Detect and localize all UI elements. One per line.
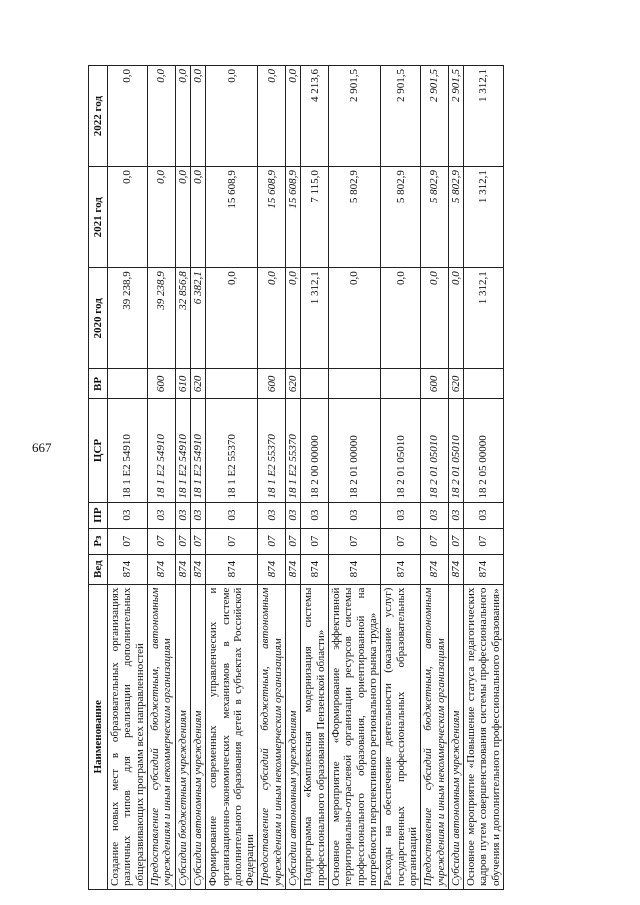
row-2021: 1 312,1 [464, 167, 504, 268]
row-2020: 0,0 [329, 268, 381, 369]
row-2020: 0,0 [206, 268, 258, 369]
row-csr: 18 1 E2 54910 [190, 399, 205, 502]
row-rz: 07 [108, 528, 148, 554]
table-row [175, 66, 190, 890]
table-row [206, 66, 258, 890]
row-2022: 0,0 [108, 66, 148, 167]
row-name: Предоставление субсидий бюджетным, автономным учреждениям и иным некоммерческим организациям [421, 584, 449, 889]
row-name: Формирование современных управленческих и организационно-экономических механизмов в системе дополнительного образования детей в субъектах Российской Федерации [206, 584, 258, 889]
row-2020: 0,0 [258, 268, 286, 369]
row-csr: 18 1 E2 55370 [206, 399, 258, 502]
row-rz: 07 [147, 528, 175, 554]
row-2021: 15 608,9 [286, 167, 301, 268]
row-2020: 39 238,9 [147, 268, 175, 369]
row-2022: 2 901,5 [381, 66, 421, 167]
row-vr [301, 369, 329, 399]
row-pr: 03 [147, 502, 175, 528]
row-2022: 0,0 [258, 66, 286, 167]
row-2020: 32 856,8 [175, 268, 190, 369]
row-vr [206, 369, 258, 399]
row-name: Предоставление субсидий бюджетным, автономным учреждениям и иным некоммерческим организациям [258, 584, 286, 889]
table-row [448, 66, 463, 890]
row-pr: 03 [448, 502, 463, 528]
row-vr: 620 [448, 369, 463, 399]
table-row [190, 66, 205, 890]
header-name: Наименование [89, 584, 108, 889]
row-csr: 18 2 01 05010 [421, 399, 449, 502]
row-ved: 874 [381, 554, 421, 584]
row-2021: 5 802,9 [421, 167, 449, 268]
row-rz: 07 [329, 528, 381, 554]
row-name: Расходы на обеспечение деятельности (оказание услуг) государственных профессиональных образовательных организаций [381, 584, 421, 889]
header-2022: 2022 год [89, 66, 108, 167]
row-vr: 610 [175, 369, 190, 399]
row-2022: 2 901,5 [329, 66, 381, 167]
row-ved: 874 [175, 554, 190, 584]
row-2021: 15 608,9 [206, 167, 258, 268]
row-2022: 2 901,5 [421, 66, 449, 167]
row-ved: 874 [301, 554, 329, 584]
table-row [258, 66, 286, 890]
budget-table [88, 65, 504, 890]
row-rz: 07 [258, 528, 286, 554]
row-csr: 18 1 E2 55370 [258, 399, 286, 502]
row-csr: 18 1 E2 55370 [286, 399, 301, 502]
row-csr: 18 1 E2 54910 [108, 399, 148, 502]
row-vr [108, 369, 148, 399]
row-name: Субсидии автономным учреждениям [286, 584, 301, 889]
row-csr: 18 2 01 05010 [381, 399, 421, 502]
row-2020: 0,0 [286, 268, 301, 369]
row-2020: 6 382,1 [190, 268, 205, 369]
row-vr: 620 [286, 369, 301, 399]
row-pr: 03 [464, 502, 504, 528]
row-name: Предоставление субсидий бюджетным, автономным учреждениям и иным некоммерческим организациям [147, 584, 175, 889]
row-ved: 874 [147, 554, 175, 584]
row-2021: 0,0 [175, 167, 190, 268]
row-name: Субсидии автономным учреждениям [190, 584, 205, 889]
row-pr: 03 [329, 502, 381, 528]
row-vr: 600 [147, 369, 175, 399]
table-row [147, 66, 175, 890]
rotated-table-wrapper [88, 65, 542, 890]
row-2022: 1 312,1 [464, 66, 504, 167]
row-rz: 07 [190, 528, 205, 554]
row-2022: 0,0 [175, 66, 190, 167]
row-csr: 18 2 01 00000 [329, 399, 381, 502]
row-pr: 03 [421, 502, 449, 528]
row-2022: 0,0 [206, 66, 258, 167]
page-number: 667 [32, 440, 52, 455]
row-2022: 0,0 [286, 66, 301, 167]
row-pr: 03 [301, 502, 329, 528]
table-row [381, 66, 421, 890]
row-2022: 4 213,6 [301, 66, 329, 167]
row-name: Субсидии автономным учреждениям [448, 584, 463, 889]
row-2022: 0,0 [190, 66, 205, 167]
row-ved: 874 [448, 554, 463, 584]
row-vr [464, 369, 504, 399]
row-name: Основное мероприятие «Повышение статуса педагогических кадров путем совершенствования системы профессионального обучения и дополнительного профессионального образования» [464, 584, 504, 889]
row-ved: 874 [206, 554, 258, 584]
row-2022: 0,0 [147, 66, 175, 167]
row-2020: 0,0 [448, 268, 463, 369]
row-csr: 18 2 01 05010 [448, 399, 463, 502]
row-ved: 874 [286, 554, 301, 584]
header-2021: 2021 год [89, 167, 108, 268]
row-2021: 0,0 [147, 167, 175, 268]
row-vr: 600 [258, 369, 286, 399]
row-rz: 07 [206, 528, 258, 554]
row-2021: 0,0 [108, 167, 148, 268]
table-row [301, 66, 329, 890]
header-2020: 2020 год [89, 268, 108, 369]
row-csr: 18 1 E2 54910 [175, 399, 190, 502]
table-row [329, 66, 381, 890]
header-ved: Вед [89, 554, 108, 584]
row-vr: 600 [421, 369, 449, 399]
row-ved: 874 [108, 554, 148, 584]
row-rz: 07 [301, 528, 329, 554]
row-pr: 03 [190, 502, 205, 528]
table-row [286, 66, 301, 890]
row-ved: 874 [464, 554, 504, 584]
table-row [464, 66, 504, 890]
row-2021: 5 802,9 [381, 167, 421, 268]
row-name: Подпрограмма «Комплексная модернизация системы профессионального образования Пензенской области» [301, 584, 329, 889]
header-rz: Рз [89, 528, 108, 554]
header-vr: ВР [89, 369, 108, 399]
row-pr: 03 [381, 502, 421, 528]
row-2022: 2 901,5 [448, 66, 463, 167]
row-2020: 1 312,1 [464, 268, 504, 369]
row-name: Создание новых мест в образовательных организациях различных типов для реализации дополнительных общеразвивающих программ всех направленностей [108, 584, 148, 889]
row-rz: 07 [175, 528, 190, 554]
row-2020: 0,0 [381, 268, 421, 369]
row-pr: 03 [206, 502, 258, 528]
row-name: Субсидии бюджетным учреждениям [175, 584, 190, 889]
row-ved: 874 [190, 554, 205, 584]
row-vr [329, 369, 381, 399]
table-header-row [89, 66, 108, 890]
row-rz: 07 [286, 528, 301, 554]
row-ved: 874 [258, 554, 286, 584]
row-pr: 03 [175, 502, 190, 528]
row-vr [381, 369, 421, 399]
row-pr: 03 [286, 502, 301, 528]
header-csr: ЦСР [89, 399, 108, 502]
row-rz: 07 [448, 528, 463, 554]
row-2021: 7 115,0 [301, 167, 329, 268]
row-2021: 5 802,9 [448, 167, 463, 268]
row-csr: 18 2 05 00000 [464, 399, 504, 502]
row-2020: 39 238,9 [108, 268, 148, 369]
row-rz: 07 [464, 528, 504, 554]
row-csr: 18 2 00 00000 [301, 399, 329, 502]
row-rz: 07 [421, 528, 449, 554]
row-ved: 874 [421, 554, 449, 584]
row-ved: 874 [329, 554, 381, 584]
table-row [108, 66, 148, 890]
row-name: Основное мероприятие «Формирование эффективной территориально-отраслевой организации ресурсов системы профессионального образования, ориентированной на потребности перспективного регионального рынка труда» [329, 584, 381, 889]
row-2021: 15 608,9 [258, 167, 286, 268]
row-2021: 5 802,9 [329, 167, 381, 268]
row-vr: 620 [190, 369, 205, 399]
row-pr: 03 [258, 502, 286, 528]
row-pr: 03 [108, 502, 148, 528]
row-rz: 07 [381, 528, 421, 554]
row-2021: 0,0 [190, 167, 205, 268]
table-row [421, 66, 449, 890]
row-2020: 0,0 [421, 268, 449, 369]
header-pr: ПР [89, 502, 108, 528]
row-csr: 18 1 E2 54910 [147, 399, 175, 502]
row-2020: 1 312,1 [301, 268, 329, 369]
